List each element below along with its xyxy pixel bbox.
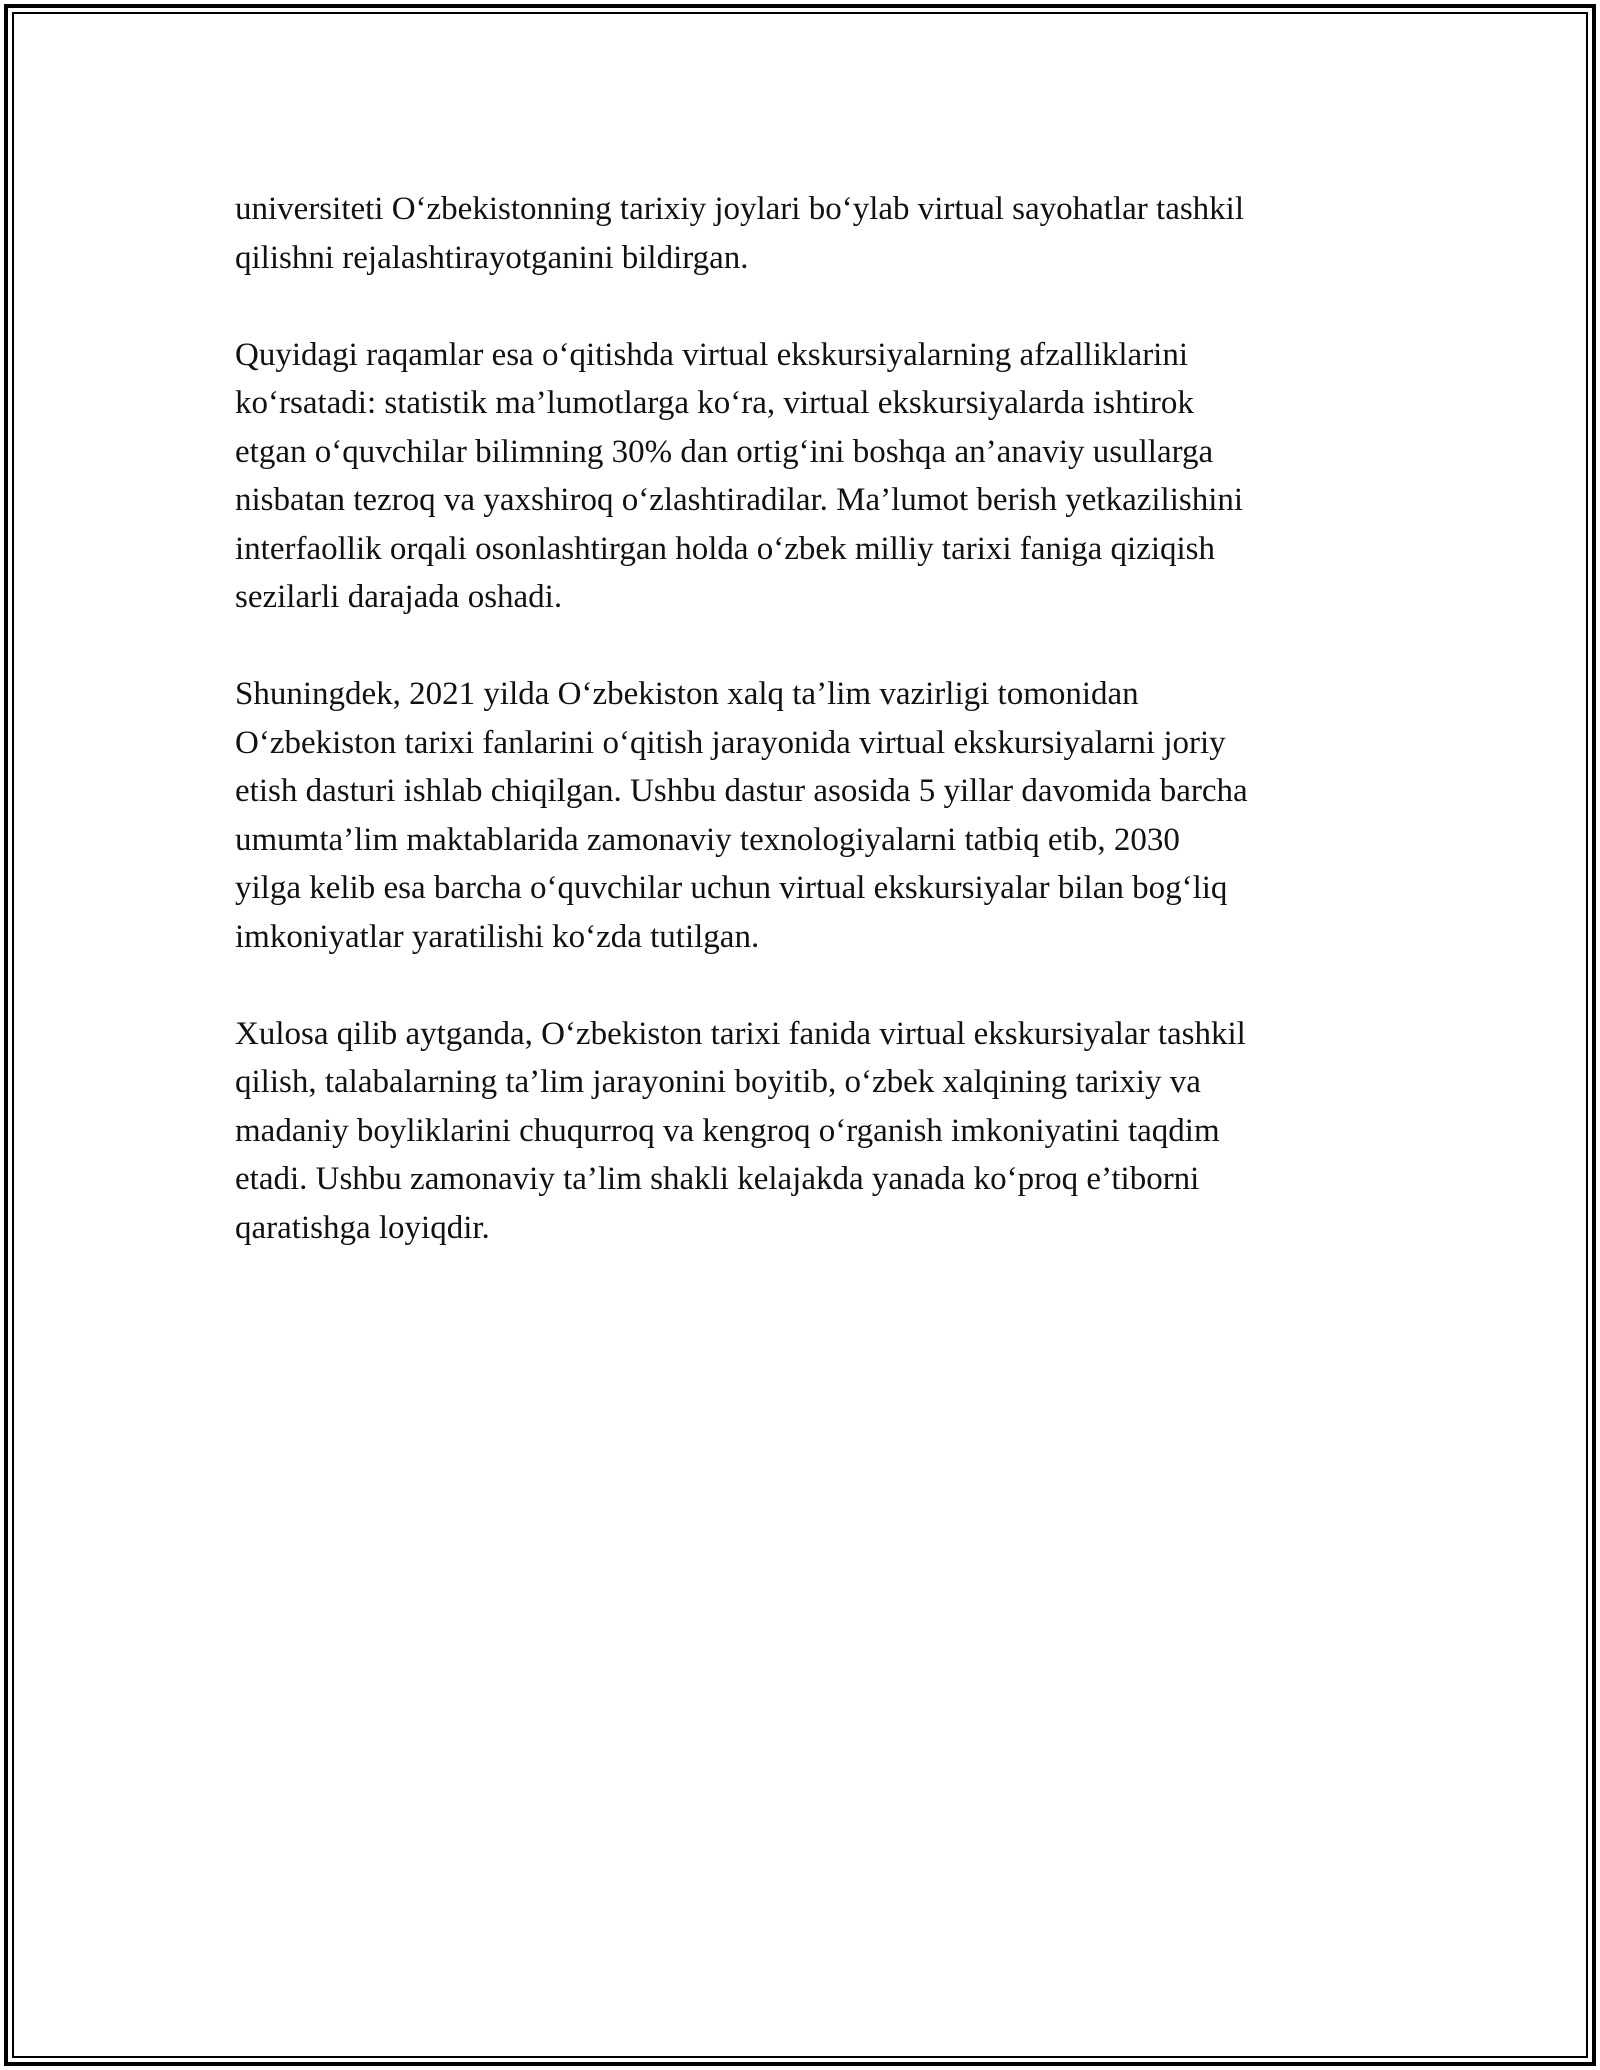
document-body — [235, 185, 1375, 1301]
text-line: imkoniyatlar yaratilishi ko‘zda tutilgan. — [235, 918, 760, 955]
text-line: Shuningdek, 2021 yilda O‘zbekiston xalq ta’lim vazirligi tomonidan — [235, 676, 1139, 712]
text-line: nisbatan tezroq va yaxshiroq o‘zlashtiradilar. Ma’lumot berish yetkazilishini — [235, 482, 1244, 518]
paragraph-1 — [235, 185, 1375, 282]
text-line: sezilarli darajada oshadi. — [235, 579, 563, 615]
text-line: universiteti O‘zbekistonning tarixiy joylari bo‘ylab virtual sayohatlar tashkil — [235, 191, 1245, 227]
text-line: umumta’lim maktablarida zamonaviy texnologiyalarni tatbiq etib, 2030 — [235, 821, 1180, 858]
text-line: yilga kelib esa barcha o‘quvchilar uchun virtual ekskursiyalar bilan bog‘liq — [235, 870, 1228, 906]
paragraph-4 — [235, 1010, 1375, 1253]
paragraph-2 — [235, 331, 1375, 622]
text-line: etadi. Ushbu zamonaviy ta’lim shakli kelajakda yanada ko‘proq e’tiborni — [235, 1161, 1200, 1197]
text-line: etish dasturi ishlab chiqilgan. Ushbu dastur asosida 5 yillar davomida barcha — [235, 773, 1248, 809]
text-line: qilishni rejalashtirayotganini bildirgan. — [235, 239, 749, 276]
text-line: ko‘rsatadi: statistik ma’lumotlarga ko‘ra, virtual ekskursiyalarda ishtirok — [235, 385, 1194, 421]
text-line: Quyidagi raqamlar esa o‘qitishda virtual ekskursiyalarning afzalliklarini — [235, 336, 1189, 373]
text-line: madaniy boyliklarini chuqurroq va kengroq o‘rganish imkoniyatini taqdim — [235, 1112, 1220, 1149]
text-line: qaratishga loyiqdir. — [235, 1209, 490, 1246]
text-line: etgan o‘quvchilar bilimning 30% dan ortig‘ini boshqa an’anaviy usullarga — [235, 433, 1214, 470]
text-line: interfaollik orqali osonlashtirgan holda o‘zbek milliy tarixi faniga qiziqish — [235, 530, 1215, 567]
text-line: Xulosa qilib aytganda, O‘zbekiston tarixi fanida virtual ekskursiyalar tashkil — [235, 1015, 1246, 1052]
text-line: O‘zbekiston tarixi fanlarini o‘qitish jarayonida virtual ekskursiyalarni joriy — [235, 724, 1226, 761]
paragraph-3 — [235, 670, 1375, 961]
text-line: qilish, talabalarning ta’lim jarayonini boyitib, o‘zbek xalqining tarixiy va — [235, 1064, 1201, 1100]
